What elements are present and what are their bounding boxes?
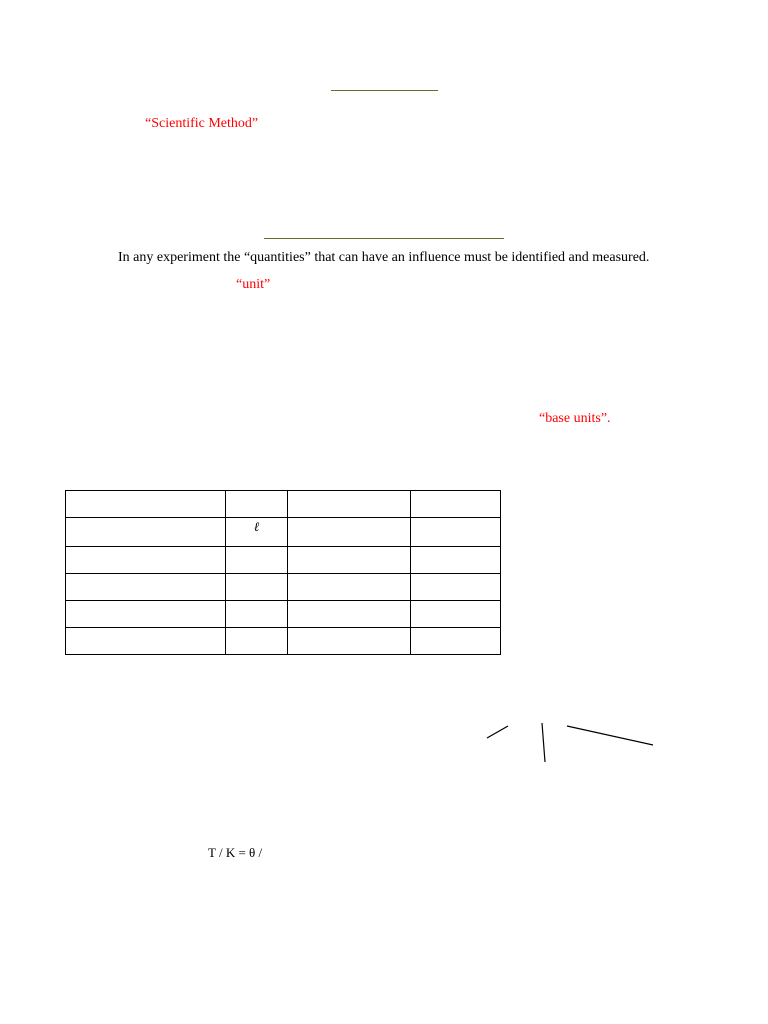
table-cell [66, 518, 226, 547]
table-cell [411, 628, 501, 655]
heading-underline-1 [331, 90, 438, 91]
table-row [66, 574, 501, 601]
length-symbol: ℓ [253, 519, 260, 534]
table-cell [226, 601, 288, 628]
base-units-table [65, 490, 501, 655]
table-cell [226, 628, 288, 655]
base-units-phrase: “base units”. [539, 411, 611, 426]
table-cell [66, 628, 226, 655]
table-cell [66, 547, 226, 574]
table-cell [288, 601, 411, 628]
table-cell [288, 491, 411, 518]
table-cell [288, 628, 411, 655]
table-cell [66, 491, 226, 518]
table-row [66, 547, 501, 574]
scientific-method-phrase: “Scientific Method” [145, 116, 259, 131]
diagram-stroke-middle [542, 723, 545, 762]
table-cell [411, 547, 501, 574]
table-cell [66, 601, 226, 628]
unit-phrase: “unit” [236, 277, 271, 292]
table-cell [66, 574, 226, 601]
table-cell [411, 574, 501, 601]
diagram-stroke-right [567, 726, 653, 745]
table-row [66, 601, 501, 628]
table-cell [288, 547, 411, 574]
table-row [66, 628, 501, 655]
diagram-stroke-left [487, 726, 508, 738]
table-cell [226, 491, 288, 518]
table-cell [288, 574, 411, 601]
temperature-relation: T / K = θ / [208, 845, 263, 860]
table-cell [411, 518, 501, 547]
table-cell-symbol [226, 518, 288, 547]
table-cell [411, 491, 501, 518]
table-cell [411, 601, 501, 628]
table-row [66, 518, 501, 547]
intro-sentence: In any experiment the “quantities” that can have an influence must be identified and measured. [118, 250, 650, 265]
table-cell [226, 547, 288, 574]
heading-underline-2 [264, 238, 504, 239]
table-cell [288, 518, 411, 547]
table-cell [226, 574, 288, 601]
table-header-row [66, 491, 501, 518]
